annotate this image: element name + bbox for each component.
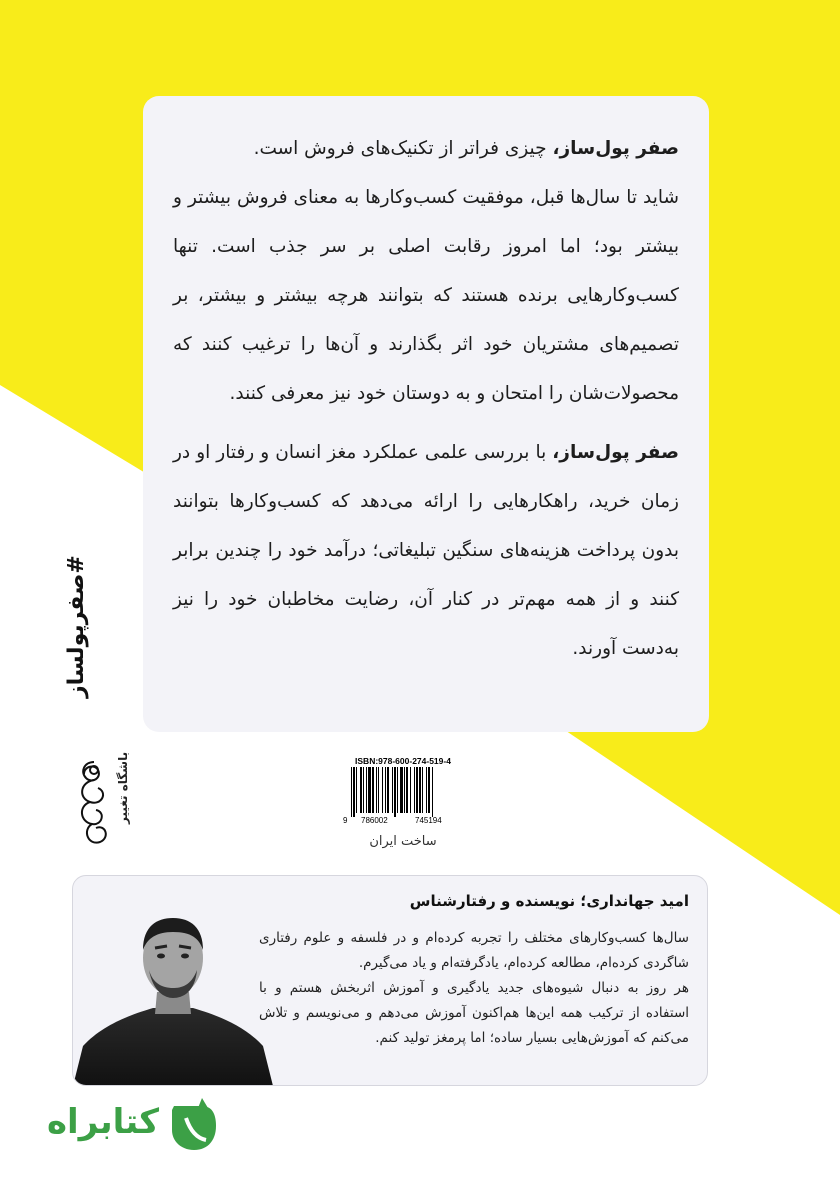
barcode-bar (419, 767, 421, 813)
barcode-bar (404, 767, 405, 813)
barcode-bar (428, 767, 430, 813)
author-bio-line: هر روز به دنبال شیوه‌های جدید یادگیری و آموزش اثربخش هستم و با استفاده از ترکیب همه این‌ها هم‌اکنون آموزش می‌دهم و می‌نویسم و تلاش می‌کنم که آموزش‌هایی بسیار ساده؛ اما پرمغز تولید کنم. (259, 980, 689, 1046)
isbn-text: ISBN:978-600-274-519-4 (355, 756, 451, 766)
description-paragraph-1: صفر پول‌ساز، چیزی فراتر از تکنیک‌های فروش است. (253, 138, 679, 159)
barcode-bar (426, 767, 427, 813)
barcode-bar (353, 767, 355, 817)
book-title-bold: صفر پول‌ساز، (552, 138, 679, 159)
barcode-bar (416, 767, 418, 813)
barcode-bars (349, 767, 459, 817)
barcode-bar (387, 767, 389, 813)
barcode-bar (410, 767, 411, 813)
publisher-name: باشگاه تغییر (116, 752, 130, 825)
barcode-bar (406, 767, 408, 813)
book-title-bold: صفر پول‌ساز، (552, 442, 679, 463)
barcode-bar (400, 767, 403, 813)
barcode-bar (360, 767, 362, 813)
barcode-bar (363, 767, 364, 813)
barcode-bar (372, 767, 374, 813)
barcode-first-digit: 9 (343, 816, 348, 825)
barcode-bar (385, 767, 386, 813)
barcode-bar (392, 767, 393, 813)
hashtag-vertical: #صفرپولساز (64, 555, 89, 698)
barcode-bar (422, 767, 423, 813)
description-card (143, 96, 709, 732)
barcode-bar (378, 767, 379, 813)
spiral-knot-icon (72, 750, 142, 856)
barcode-bar (382, 767, 383, 813)
ketabrah-logo (44, 1096, 224, 1166)
barcode (343, 756, 463, 828)
author-title: امید جهانداری؛ نویسنده و رفتارشناس (409, 892, 689, 910)
description-paragraph-2: شاید تا سال‌ها قبل، موفقیت کسب‌وکارها به معنای فروش بیشتر و بیشتر بود؛ اما امروز رقابت اصلی بر سر جذب است. تنها کسب‌وکارهایی برنده هستند که بتوانند هرچه بیشتر و بیشتر، بر تصمیم‌های مشتریان خود اثر بگذارند و آن‌ها را ترغیب کنند که محصولات‌شان را امتحان و به دوستان خود نیز معرفی کنند. (173, 187, 679, 404)
author-portrait (73, 896, 273, 1086)
brand-name: کتابراه (46, 1102, 160, 1142)
barcode-bar (356, 767, 357, 813)
barcode-bar (376, 767, 377, 813)
barcode-bar (397, 767, 398, 813)
author-bio (259, 926, 689, 1051)
book-leaf-icon (162, 1096, 222, 1156)
barcode-bar (394, 767, 396, 817)
made-in-iran: ساخت ایران (369, 834, 437, 849)
barcode-bar (432, 767, 433, 817)
barcode-bar (351, 767, 352, 817)
author-bio-line: سال‌ها کسب‌وکارهای مختلف را تجربه کرده‌ام و در فلسفه و علوم رفتاری شاگردی کرده‌ام، مطالعه کرده‌ام، یادگرفته‌ام و یاد می‌گیرم. (259, 930, 689, 971)
barcode-bar (366, 767, 367, 813)
barcode-left-digits: 786002 (361, 816, 388, 825)
description-paragraph-3: صفر پول‌ساز، با بررسی علمی عملکرد مغز انسان و رفتار او در زمان خرید، راهکارهایی را ارائه می‌دهد که کسب‌وکارها بتوانند بدون پرداخت هزینه‌های سنگین تبلیغاتی؛ درآمد خود را چندین برابر کنند و از همه مهم‌تر در کنار آن، رضایت مخاطبان خود را نیز به‌دست آورند. (173, 442, 679, 659)
author-card (72, 875, 708, 1086)
barcode-bar (414, 767, 415, 813)
barcode-right-digits: 745194 (415, 816, 442, 825)
barcode-bar (368, 767, 371, 813)
